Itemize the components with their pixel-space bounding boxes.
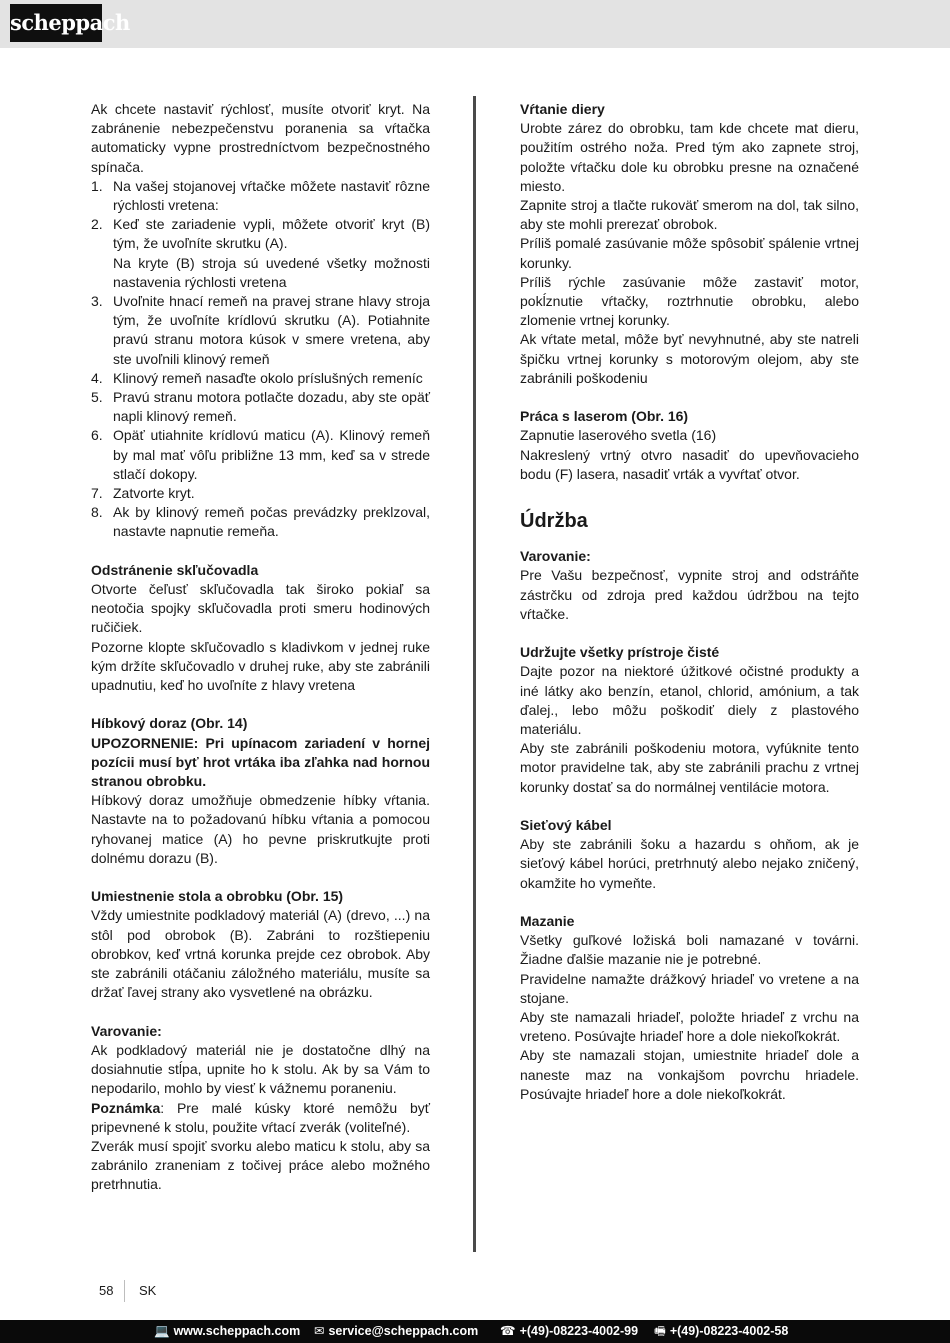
language-code: SK <box>139 1283 157 1298</box>
list-item: 7. Zatvorte kryt. <box>91 485 195 502</box>
lubrication-paragraph-2: Pravidelne namažte drážkový hriadeľ vo vretene a na stojane. <box>520 970 859 1006</box>
laser-paragraph-2: Nakreslený vrtný otvro nasadiť do upevňovacieho bodu (F) lasera, nasadiť vrták a vyvŕtať otvor. <box>520 446 859 482</box>
lubrication-paragraph-4: Aby ste namazali stojan, umiestnite hriadeľ dole a naneste maz na vonkajšom povrchu hriadele. Posúvajte hriadeľ hore a dole niekoľkokrát. <box>520 1047 859 1102</box>
depth-stop-paragraph: Híbkový doraz umožňuje obmedzenie híbky vŕtania. Nastavte na to požadovanú híbku vŕtania a pomocou ryhovanej matice (A) ho pevne priskrutkujte proti dolnému dorazu (B). <box>91 792 430 866</box>
laser-heading: Práca s laserom (Obr. 16) <box>520 408 689 425</box>
cleaning-paragraph-1: Dajte pozor na niektoré úžitkové očistné produkty a iné látky ako benzín, etanol, chlorid, amónium, a tak ďalej., lebo môžu poškodiť diely z plastového materiálu. <box>520 663 859 738</box>
drilling-paragraph-4: Príliš rýchle zasúvanie môže zastaviť motor, pokĺznutie vŕtačky, roztrhnutie obrobku, alebo zlomenie vrtnej korunky. <box>520 273 859 329</box>
website-link[interactable]: 💻 www.scheppach.com <box>154 1324 301 1338</box>
table-placement-heading: Umiestnenie stola a obrobku (Obr. 15) <box>91 888 344 905</box>
note-paragraph <box>91 1099 430 1137</box>
list-item: 3. Uvoľnite hnací remeň na pravej strane hlavy stroja tým, že uvoľníte krídlovú skrutku (A). Potiahnite pravú stranu motora kúsok v smere vretena, aby ste uvoľnili klinový remeň <box>91 293 430 367</box>
chuck-removal-heading: Odstránenie skľučovadla <box>91 561 259 578</box>
drilling-paragraph-2: Zapnite stroj a tlačte rukoväť smerom na dol, tak silno, aby ste mohli prerezať obrobok. <box>520 197 859 233</box>
note-text: : Pre malé kúsky ktoré nemôžu byť pripevnené k stolu, použite vŕtací zverák (voliteľné). <box>91 1099 430 1135</box>
header-bar <box>0 0 950 48</box>
list-item: 8. Ak by klinový remeň počas prevádzky preklzoval, nastavte napnutie remeňa. <box>91 504 430 540</box>
speed-steps-list-cont <box>91 292 430 542</box>
chuck-paragraph-1: Otvorte čeľusť skľučovadla tak široko pokiaľ sa neotočia spojky skľučovadla proti smeru hodinových ručičiek. <box>91 581 430 636</box>
chuck-paragraph-2: Pozorne klopte skľučovadlo s kladivkom v jednej ruke kým držíte skľučovadlo v druhej ruke, aby ste zabránili upadnutiu, keď ho uvoľníte z hlavy vretena <box>91 638 430 694</box>
phone-icon: ☎ <box>500 1324 516 1338</box>
contact-bar <box>0 1320 950 1343</box>
list-item: 5. Pravú stranu motora potlačte dozadu, aby ste opäť napli klinový remeň. <box>91 389 430 425</box>
list-item: 4. Klinový remeň nasaďte okolo príslušných remeníc <box>91 369 423 386</box>
cleaning-heading: Udržujte všetky prístroje čisté <box>520 644 720 661</box>
fax-icon: 🖷 <box>654 1324 666 1338</box>
page-number: 58 <box>99 1283 114 1298</box>
computer-icon: 💻 <box>154 1324 170 1338</box>
warning-heading: Varovanie: <box>91 1022 162 1039</box>
footer-separator <box>124 1280 125 1302</box>
step-2-note: Na kryte (B) stroja sú uvedené všetky možnosti nastavenia rýchlosti vretena <box>113 254 430 290</box>
maintenance-warning-paragraph: Pre Vašu bezpečnosť, vypnite stroj and odstráňte zástrčku od zdroja pred každou údržbou na tejto vŕtačke. <box>520 567 859 622</box>
lubrication-paragraph-3: Aby ste namazali hriadeľ, položte hriadeľ z vrchu na vreteno. Posúvajte hriadeľ hore a dole niekoľkokrát. <box>520 1009 859 1045</box>
speed-steps-list <box>91 177 430 254</box>
column-divider <box>473 96 476 1252</box>
lubrication-paragraph-1: Všetky guľkové ložiská boli namazané v továrni. Žiadne ďalšie mazanie nie je potrebné. <box>520 932 859 968</box>
power-cable-heading: Sieťový kábel <box>520 817 612 834</box>
drilling-paragraph-1: Urobte zárez do obrobku, tam kde chcete mat dieru, použitím ostrého noža. Pred tým ako zapnete stroj, položte vŕtačku dole ku obrobku presne na označené miesto. <box>520 120 859 194</box>
right-column <box>520 100 859 1104</box>
list-item: 1. Na vašej stojanovej vŕtačke môžete nastaviť rôzne rýchlosti vretena: <box>91 177 430 214</box>
warning-paragraph-1: Ak podkladový materiál nie je dostatočne dlhý na dosiahnutie stĺpa, upnite ho k stolu. Ak by sa Vám to nepodarilo, mohlo by viesť k vážnemu poraneniu. <box>91 1041 430 1097</box>
lubrication-heading: Mazanie <box>520 913 575 930</box>
table-placement-paragraph: Vždy umiestnite podkladový materiál (A) (drevo, ...) na stôl pod obrobok (B). Zabráni to rozštiepeniu obrobkov, keď vrtná korunka prejde cez obrobok. Aby ste zabránili otáčaniu záložného materiálu, musíte sa držať ľavej strany ako vysvetlené na obrázku. <box>91 907 430 1001</box>
fax-number: 🖷 +(49)-08223-4002-58 <box>654 1324 789 1338</box>
phone-number: ☎ +(49)-08223-4002-99 <box>500 1324 639 1338</box>
depth-stop-warning: UPOZORNENIE: Pri upínacom zariadení v hornej pozícii musí byť hrot vrtáka iba zľahka nad hornou stranou obrobku. <box>91 734 430 790</box>
list-item: 2. Keď ste zariadenie vypli, môžete otvoriť kryt (B) tým, že uvoľníte skrutku (A). <box>91 216 430 252</box>
maintenance-heading: Údržba <box>520 510 588 533</box>
note-label: Poznámka <box>91 1099 161 1116</box>
cleaning-paragraph-2: Aby ste zabránili poškodeniu motora, vyfúknite tento motor pravidelne tak, aby ste zabránili prachu z vrtnej korunky dostať sa do normálnej ventilácie motora. <box>520 740 859 795</box>
drilling-paragraph-5: Ak vŕtate metal, môže byť nevyhnutné, aby ste natreli špičku vrtnej korunky s motorovým olejom, aby ste zabránili poškodeniu <box>520 331 859 386</box>
depth-stop-heading: Híbkový doraz (Obr. 14) <box>91 715 248 732</box>
list-item: 6. Opäť utiahnite krídlovú maticu (A). Klinový remeň by mal mať vôľu približne 13 mm, keď sa v strede stlačí dokopy. <box>91 427 430 482</box>
maintenance-warning-heading: Varovanie: <box>520 548 591 565</box>
envelope-icon: ✉ <box>314 1324 325 1338</box>
power-cable-paragraph: Aby ste zabránili šoku a hazardu s ohňom, ak je sieťový kábel horúci, pretrhnutý alebo nejako zničený, okamžite ho vymeňte. <box>520 836 859 891</box>
intro-paragraph: Ak chcete nastaviť rýchlosť, musíte otvoriť kryt. Na zabránenie nebezpečenstvu poranenia sa vŕtačka automaticky vypne prostredníctvom bezpečnostného spínača. <box>91 101 430 175</box>
email-link[interactable]: ✉ service@scheppach.com <box>314 1324 479 1338</box>
drilling-paragraph-3: Príliš pomalé zasúvanie môže spôsobiť spálenie vrtnej korunky. <box>520 235 859 271</box>
drilling-heading: Vŕtanie diery <box>520 101 605 117</box>
laser-paragraph-1: Zapnutie laserového svetla (16) <box>520 427 717 444</box>
warning-paragraph-2: Zverák musí spojiť svorku alebo maticu k stolu, aby sa zabránilo zraneniam z točivej práce alebo možného pretrhnutia. <box>91 1137 430 1193</box>
scheppach-logo: scheppach <box>10 4 102 42</box>
left-column <box>91 100 430 1195</box>
